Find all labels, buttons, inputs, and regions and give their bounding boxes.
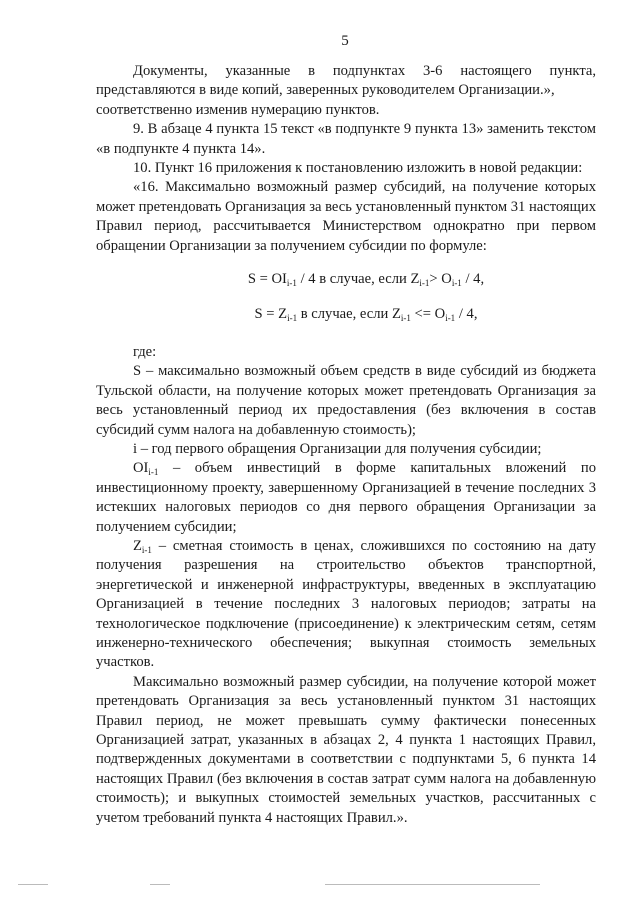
where-label: где: <box>133 343 157 360</box>
scan-artifact <box>18 884 48 885</box>
paragraph-item-10: 10. Пункт 16 приложения к постановлению изложить в новой редакции: <box>133 160 583 177</box>
definition-z: $Z_{i-1}$ – сметная стоимость в ценах, сложившихся по состоянию на дату получения разрешения на строительство объектов транспортной, энергетической и инженерной инфраструктуры, введенных в эксплуатацию Организацией в течение последних 3 налоговых периодов; затраты на технологическое подключение (присоединение) к электрическим сетям, сетям инженерно-технического обеспечения; выкупная стоимость земельных участков. <box>96 537 596 671</box>
paragraph-max-subsidy: Максимально возможный размер субсидии, на получение которой может претендовать Организация за весь установленный пунктом 31 настоящих Правил период, не может превышать сумму фактически понесенных Организацией затрат, указанных в абзацах 2, 4 пункта 1 настоящих Правил, подтвержденных документами в соответствии с подпунктами 5, 6 пункта 14 настоящих Правил (без включения в состав затрат сумм налога на добавленную стоимость); и выкупных стоимостей земельных участков, рассчитанных с учетом требований пункта 4 настоящих Правил.». <box>96 673 596 826</box>
paragraph-item-9: 9. В абзаце 4 пункта 15 текст «в подпункте 9 пункта 13» заменить текстом «в подпункте 4 пункта 14». <box>96 121 596 157</box>
definition-i: i – год первого обращения Организации для получения субсидии; <box>133 440 542 457</box>
definition-oi: $OI_{i-1}$ – объем инвестиций в форме капитальных вложений по инвестиционному проекту, завершенному Организацией в течение последних 3 истекших налоговых периодов со дня первого обращения Организации за получением субсидии; <box>96 460 596 535</box>
paragraph-documents: Документы, указанные в подпунктах 3-6 настоящего пункта, представляются в виде копий, заверенных руководителем Организации.», <box>96 63 596 99</box>
scan-artifact <box>325 884 540 885</box>
scan-artifact <box>150 884 170 885</box>
definition-s: S – максимально возможный объем средств в виде субсидий из бюджета Тульской области, на получение которых может претендовать Организация за весь установленный период их предоставления (без включения в состав субсидий сумм налога на добавленную стоимость); <box>96 363 596 438</box>
formula-1: $S = OI_{i-1} / 4$ в случае, если $Z_{i-1}> O_{i-1} / 4$, <box>247 271 485 289</box>
formula-2: $S = Z_{i-1}$ в случае, если $Z_{i-1} <= O_{i-1} / 4$, <box>254 306 478 324</box>
document-body <box>96 62 596 828</box>
paragraph-item-16: «16. Максимально возможный размер субсидий, на получение которых может претендовать Организация за весь установленный пунктом 31 настоящих Правил период, рассчитывается Министерством однократно при первом обращении Организации за получением субсидии по формуле: <box>96 179 596 254</box>
paragraph-numbering: соответственно изменив нумерацию пунктов. <box>96 101 380 118</box>
page-number: 5 <box>341 33 349 49</box>
